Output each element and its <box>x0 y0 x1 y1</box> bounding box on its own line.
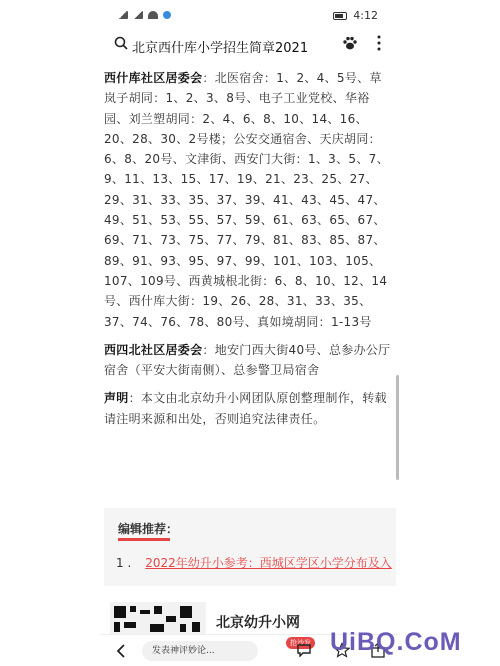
status-time: 4:12 <box>353 9 378 22</box>
qr-code-image <box>110 602 206 636</box>
signal-icon <box>118 11 128 19</box>
paragraph-label: 声明 <box>104 391 129 406</box>
paw-icon[interactable] <box>342 35 358 51</box>
article-body <box>104 68 394 437</box>
paragraph-disclaimer <box>104 388 394 429</box>
wifi-icon <box>148 11 158 19</box>
editor-recommend-box <box>104 508 396 586</box>
list-item <box>116 554 392 571</box>
recommend-link[interactable]: 2022年幼升小参考：西城区学区小学分布及入 <box>145 556 392 570</box>
page-title[interactable]: 北京西什库小学招生简章2021 <box>132 41 309 56</box>
status-icons-left <box>118 11 171 19</box>
battery-icon <box>333 12 347 20</box>
app-notification-icon <box>163 11 171 19</box>
search-icon[interactable] <box>114 36 128 50</box>
paragraph-text: ：本文由北京幼升小网团队原创整理制作，转载请注明来源和出处，否则追究法律责任。 <box>104 391 387 426</box>
scrollbar[interactable] <box>396 375 399 480</box>
comment-icon[interactable] <box>296 643 312 657</box>
status-icons-right <box>333 9 378 22</box>
phone-screen <box>100 0 400 666</box>
list-item-index: 1 . <box>116 556 132 570</box>
paragraph-text: ：北医宿舍：1、2、4、5号、草岚子胡同：1、2、3、8号、电子工业党校、华裕园、刘兰塑胡同：2、4、6、8、10、14、16、20、28、30、2号楼；公安交通宿舍、天庆胡同：6、8、20号、文津街、西安门大街：1、3、5、7、9、11、13、15、17、19、21、23、25、27、29、31、33、35、37、39、41、43、45、47、49、51、53、55、57、59、61、63、65、67、69、71、73、75、77、79、81、83、85、87、89、91、93、95、97、99、101、103、105、107、109号、西黄城根北街：6、8、10、12、14号、西什库大街：19、26、28、31、33、35、37、74、76、78、80号、真如境胡同：1-13号 <box>104 71 389 329</box>
signal-icon <box>133 11 143 19</box>
comment-badge: 抢沙发 <box>286 637 315 649</box>
paragraph-label: 西什库社区居委会 <box>104 71 203 85</box>
navigation-bar <box>100 30 400 60</box>
watermark-text: UiBQ.CoM <box>330 628 462 656</box>
recommend-title-underline <box>118 538 170 541</box>
recommend-title: 编辑推荐： <box>118 522 179 536</box>
comment-input[interactable]: 发表神评妙论... <box>142 641 258 661</box>
back-icon[interactable] <box>114 643 128 659</box>
paragraph-label: 西四北社区居委会 <box>104 342 203 357</box>
brand-name: 北京幼升小网 <box>216 615 300 631</box>
paragraph-text: ：地安门西大街40号、总参办公厅宿舍（平安大街南侧）、总参警卫局宿舍 <box>104 342 391 378</box>
paragraph-xisibei <box>104 340 394 381</box>
more-icon[interactable] <box>376 35 382 51</box>
paragraph-xishiku <box>104 68 394 332</box>
